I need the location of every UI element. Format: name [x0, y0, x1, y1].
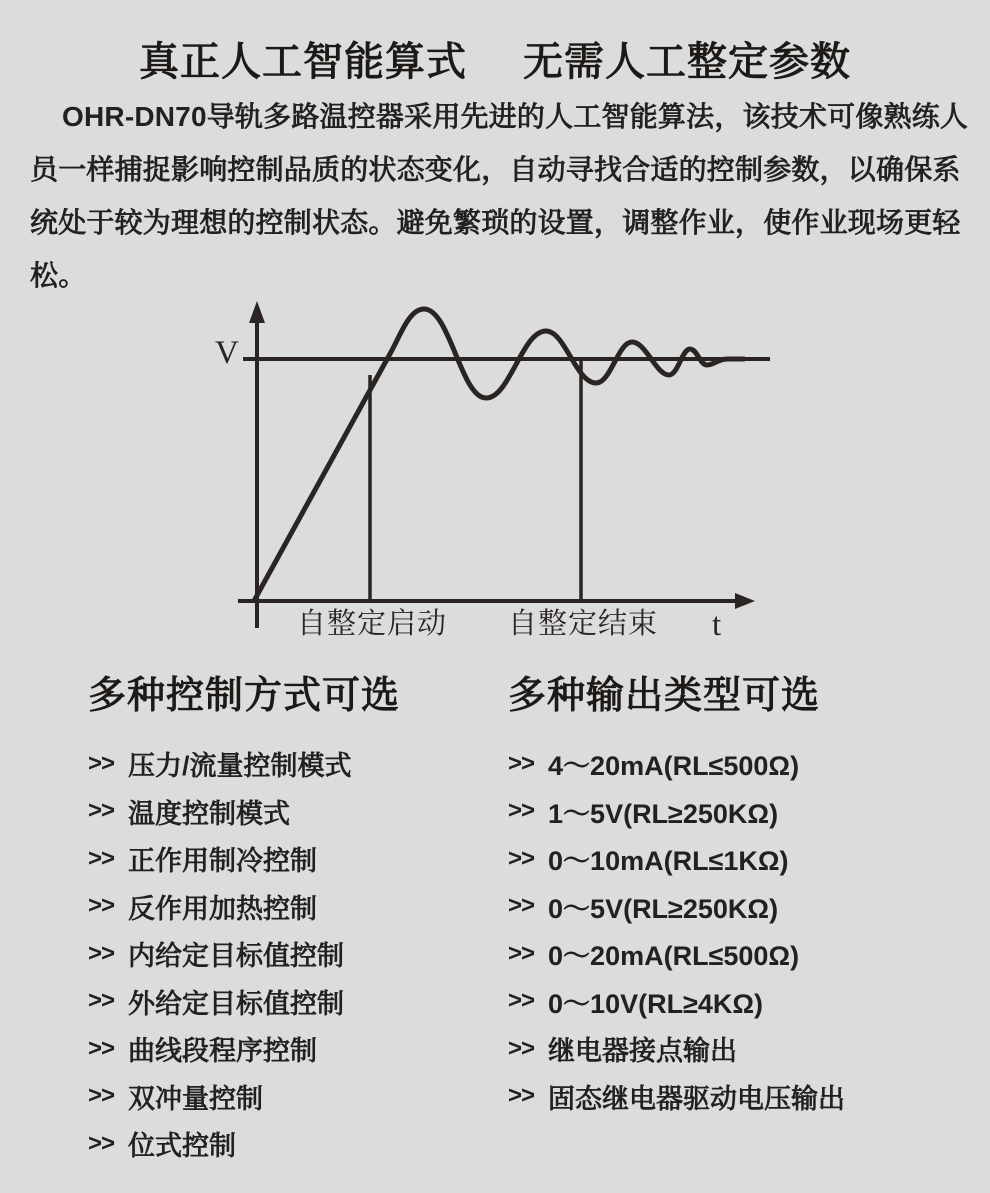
response-curve — [255, 309, 744, 599]
y-axis-arrow-icon — [249, 301, 265, 323]
output-types-section — [508, 676, 845, 1130]
control-mode-item — [88, 749, 400, 781]
control-mode-item — [88, 987, 400, 1019]
page-title — [0, 30, 990, 87]
control-mode-label: 正作用制冷控制 — [128, 846, 318, 876]
output-type-item — [508, 797, 845, 829]
control-mode-label: 温度控制模式 — [128, 798, 291, 829]
double-chevron-icon: >> — [88, 1129, 115, 1157]
output-type-label: 0～10V(RL≥4KΩ) — [548, 988, 764, 1019]
control-mode-item — [88, 1129, 400, 1161]
double-chevron-icon: >> — [508, 797, 535, 824]
double-chevron-icon: >> — [88, 892, 115, 919]
tuning-start-label: 自整定启动 — [296, 608, 448, 640]
double-chevron-icon: >> — [88, 749, 115, 777]
double-chevron-icon: >> — [88, 844, 115, 872]
intro-line-3: 统处于较为理想的控制状态。避免繁琐的设置，调整作业，使作业现场更轻 — [30, 207, 961, 238]
output-type-item — [508, 892, 845, 924]
control-mode-item — [88, 797, 400, 829]
double-chevron-icon: >> — [508, 1082, 535, 1109]
title-part-1: 真正人工智能算式 — [139, 40, 467, 84]
double-chevron-icon: >> — [508, 939, 535, 967]
output-type-item — [508, 749, 845, 781]
tuning-end-label: 自整定结束 — [507, 608, 659, 640]
double-chevron-icon: >> — [508, 892, 535, 919]
output-type-item — [508, 1034, 845, 1066]
output-type-label: 1～5V(RL≥250KΩ) — [548, 798, 779, 829]
x-axis-arrow-icon — [735, 593, 755, 609]
control-mode-label: 压力/流量控制模式 — [128, 751, 352, 781]
control-mode-label: 外给定目标值控制 — [128, 988, 345, 1019]
output-type-item — [508, 1082, 846, 1114]
double-chevron-icon: >> — [88, 797, 115, 824]
double-chevron-icon: >> — [88, 939, 115, 967]
output-type-label: 继电器接点输出 — [548, 1036, 738, 1066]
intro-line-2: 员一样捕捉影响控制品质的状态变化，自动寻找合适的控制参数，以确保系 — [30, 154, 961, 185]
double-chevron-icon: >> — [88, 987, 115, 1014]
control-modes-section — [88, 676, 400, 1178]
control-modes-heading: 多种控制方式可选 — [88, 675, 401, 717]
output-type-item — [508, 844, 845, 876]
control-mode-label: 双冲量控制 — [128, 1083, 264, 1114]
control-mode-item — [88, 1082, 400, 1114]
output-type-label: 0～10mA(RL≤1KΩ) — [548, 846, 789, 876]
intro-line-1: OHR-DN70导轨多路温控器采用先进的人工智能算法，该技术可像熟练人 — [62, 101, 969, 132]
double-chevron-icon: >> — [88, 1082, 115, 1109]
intro-line-4: 松。 — [30, 260, 87, 291]
intro-paragraph — [30, 90, 969, 302]
self-tuning-diagram — [0, 295, 990, 655]
output-type-label: 0～20mA(RL≤500Ω) — [548, 941, 800, 971]
output-types-heading: 多种输出类型可选 — [508, 675, 821, 717]
output-type-item — [508, 987, 845, 1019]
x-axis-label: t — [712, 607, 722, 643]
double-chevron-icon: >> — [88, 1034, 115, 1062]
title-part-2: 无需人工整定参数 — [523, 40, 851, 84]
double-chevron-icon: >> — [508, 987, 535, 1014]
control-mode-item — [88, 892, 400, 924]
control-mode-item — [88, 1034, 400, 1066]
control-mode-label: 反作用加热控制 — [128, 893, 318, 924]
double-chevron-icon: >> — [508, 1034, 535, 1062]
output-type-label: 4～20mA(RL≤500Ω) — [548, 751, 800, 781]
control-mode-label: 位式控制 — [128, 1131, 237, 1161]
double-chevron-icon: >> — [508, 749, 535, 777]
output-type-item — [508, 939, 845, 971]
output-type-label: 固态继电器驱动电压输出 — [548, 1083, 846, 1114]
control-mode-label: 曲线段程序控制 — [128, 1036, 318, 1066]
control-mode-item — [88, 939, 400, 971]
y-axis-label: V — [215, 335, 239, 371]
control-mode-item — [88, 844, 400, 876]
output-type-label: 0～5V(RL≥250KΩ) — [548, 893, 779, 924]
double-chevron-icon: >> — [508, 844, 535, 872]
control-mode-label: 内给定目标值控制 — [128, 941, 345, 971]
